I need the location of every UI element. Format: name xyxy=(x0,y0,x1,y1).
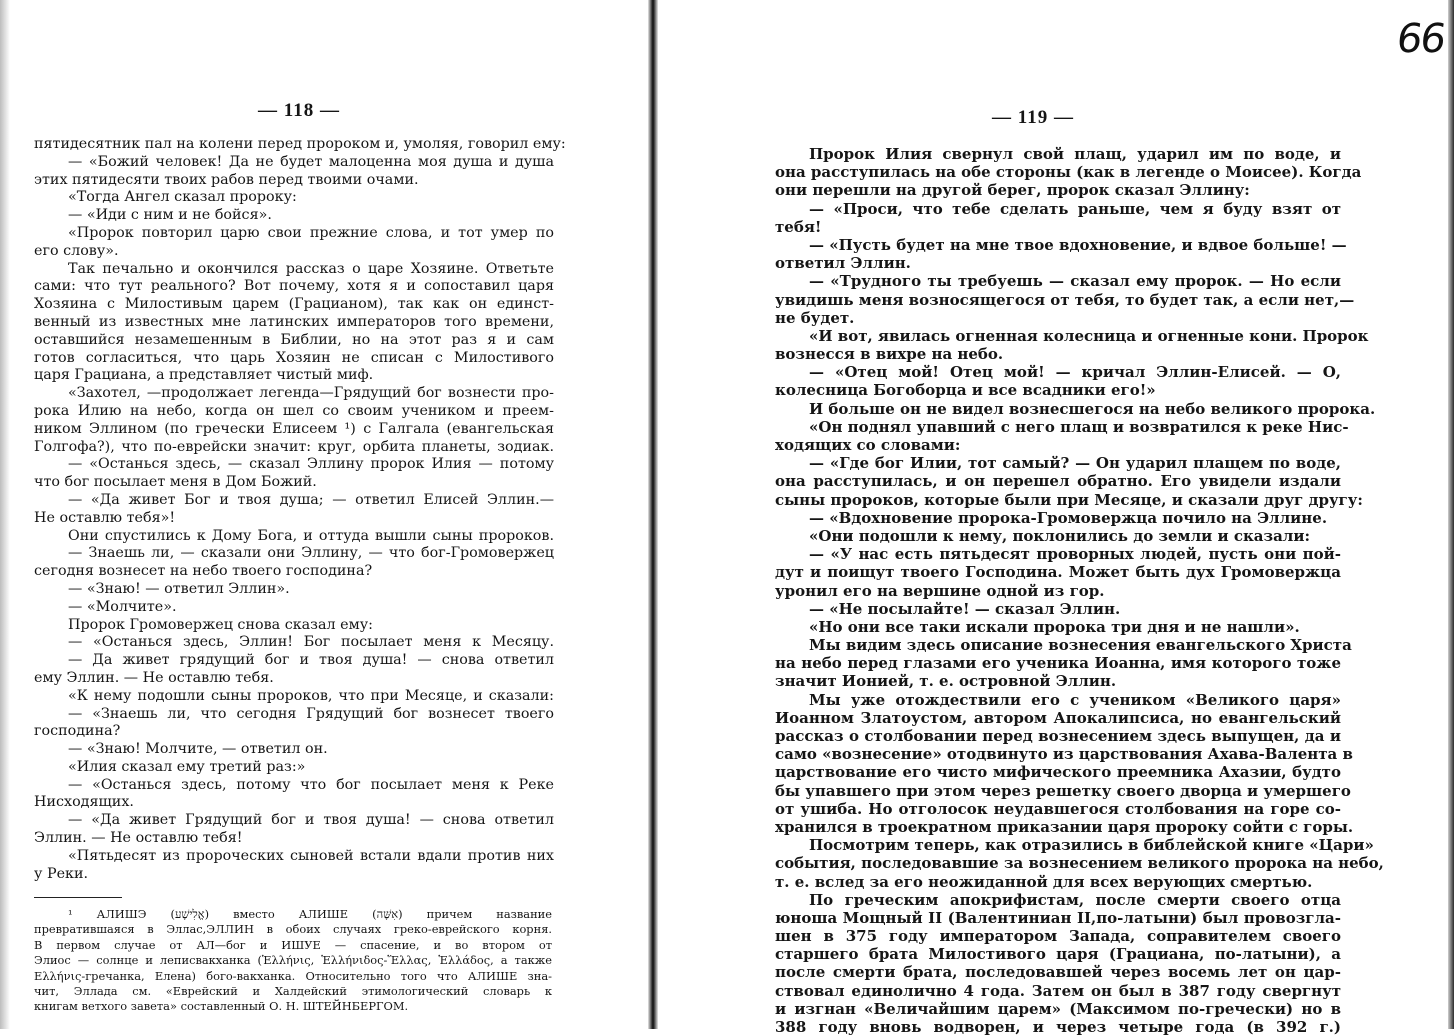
text-line: от ушиба. Но отголосок неудавшегося столбования на горе со- xyxy=(775,799,1341,818)
text-line: сегодня вознесет на небо твоего господина? xyxy=(34,563,373,580)
text-line: — «У нас есть пятьдесят проворных людей, пусть они пой- xyxy=(809,545,1341,564)
text-line: пятидесятник пал на колени перед пророком и, умоляя, говорил ему: xyxy=(34,136,566,152)
text-line: рока Илию на небо, когда он шел со своим учеником и преем- xyxy=(34,402,554,419)
text-line: они перешли на другой берег, пророк сказал Эллину: xyxy=(775,181,1250,200)
text-line: — «Останься здесь, Эллин! Бог посылает меня к Месяцу. xyxy=(68,634,554,651)
text-line: По греческим апокрифистам, после смерти своего отца xyxy=(809,890,1341,909)
text-line: она расступилась на обе стороны (как в легенде о Моисее). Когда xyxy=(775,163,1362,182)
text-line: — «Знаю! Молчите, — ответил он. xyxy=(68,741,328,758)
text-line: ходящих со словами: xyxy=(775,436,961,454)
text-line: — Да живет грядущий бог и твоя душа! — снова ответил xyxy=(68,652,554,669)
handwritten-folio-number: 66 xyxy=(1393,16,1448,62)
text-line: значит Ионией, т. е. островной Эллин. xyxy=(775,672,1117,691)
text-line: — «Не посылайте! — сказал Эллин. xyxy=(809,599,1121,618)
text-line: — «Трудного ты требуешь — сказал ему пророк. — Но если xyxy=(809,272,1341,291)
text-line: само «вознесение» отодвинуто из царствования Ахава-Валента в xyxy=(775,745,1353,764)
text-line: И больше он не видел вознесшегося на небо великого пророка. xyxy=(809,399,1376,418)
text-line: — «Пусть будет на мне твое вдохновение, и вдвое больше! — xyxy=(809,235,1347,254)
text-line: В первом случае от АЛ—бог и ИШУЕ — спасение, и во втором от xyxy=(34,937,552,952)
left-page-edge-shadow xyxy=(0,0,10,1029)
text-line: ему Эллин. — Не оставлю тебя. xyxy=(34,669,274,686)
text-line: она расступилась, и он перешел обратно. Его увидели издали xyxy=(775,472,1341,491)
text-line: — «Иди с ним и не бойся». xyxy=(68,207,272,224)
text-line: — Знаешь ли, — сказали они Эллину, — что бог-Громовержец xyxy=(68,545,554,562)
text-line: «Илия сказал ему третий раз:» xyxy=(68,758,306,775)
text-line: увидишь меня возносящегося от тебя, то будет так, а если нет,— xyxy=(775,290,1355,309)
text-line: старшего брата Милостивого царя (Грациана, по-латыни), а xyxy=(775,945,1341,964)
text-line: его слову». xyxy=(34,242,119,259)
text-line: Эллин. — Не оставлю тебя! xyxy=(34,830,243,847)
text-line: — «Останься здесь, — сказал Эллину пророк Илия — потому xyxy=(68,456,554,473)
text-line: тебя! xyxy=(775,217,822,236)
text-line: — «Отец мой! Отец мой! — кричал Эллин-Елисей. — О, xyxy=(809,363,1341,382)
text-line: царствование его чисто мифического преемника Ахазии, будто xyxy=(775,763,1341,782)
text-line: «Пятьдесят из пророческих сыновей встали вдали против них xyxy=(68,847,554,864)
left-page-body-text xyxy=(34,136,566,883)
text-line: Пророк Илия свернул свой плащ, ударил им по воде, и xyxy=(809,145,1341,163)
text-line: готов согласиться, что царь Хозяин не списан с Милостивого xyxy=(34,349,554,366)
text-line: ответил Эллин. xyxy=(775,254,911,273)
text-line: сыны пророков, которые были при Месяце, и сказали друг другу: xyxy=(775,490,1363,509)
text-line: «Захотел, —продолжает легенда—Грядущий бог вознести про- xyxy=(68,385,554,402)
text-line: — «Останься здесь, потому что бог посылает меня к Реке xyxy=(68,776,554,793)
text-line: на небо перед глазами его ученика Иоанна, имя которого тоже xyxy=(775,654,1341,673)
text-line: книгам ветхого завета» составленный О. Н. ШТЕЙНБЕРГОМ. xyxy=(34,999,409,1014)
right-page-number: — 119 — xyxy=(992,107,1074,128)
text-line: у Реки. xyxy=(34,865,89,882)
text-line: «Они подошли к нему, поклонились до земли и сказали: xyxy=(809,526,1311,545)
text-line: царя Грациана, а представляет чистый миф. xyxy=(34,367,374,384)
text-line: Иоанном Златоустом, автором Апокалипсиса, но евангельский xyxy=(775,708,1341,727)
text-line: «Тогда Ангел сказал пророку: xyxy=(68,189,297,206)
text-line: не будет. xyxy=(775,308,855,327)
text-line: — «Знаешь ли, что сегодня Грядущий бог вознесет твоего xyxy=(68,705,554,722)
text-line: оставшийся незамешенным в Библии, но на этот раз я и сам xyxy=(34,331,554,348)
text-line: «Пророк повторил царю свои прежние слова, и тот умер по xyxy=(68,224,554,241)
text-line: — «Да живет Бог и твоя душа; — ответил Елисей Эллин.— xyxy=(68,491,554,508)
text-line: ¹ АЛИШЭ (אֱלִישָׁע) вместо АЛИШЕ (אִשָּׁה) причем название xyxy=(68,907,553,921)
text-line: «К нему подошли сыны пророков, что при Месяце, и сказали: xyxy=(68,687,554,704)
text-line: господина? xyxy=(34,723,121,740)
text-line: — «Проси, что тебе сделать раньше, чем я буду взят от xyxy=(809,199,1341,218)
text-line: Пророк Громовержец снова сказал ему: xyxy=(68,616,373,633)
text-line: Мы уже отождествили его с учеником «Великого царя» xyxy=(809,690,1341,709)
text-line: — «Молчите». xyxy=(68,598,177,615)
text-line: бы упавшего при этом через решетку своего дворца и умершего xyxy=(775,781,1351,800)
text-line: что бог посылает меня в Дом Божий. xyxy=(34,474,317,491)
text-line: события, последовавшие за вознесением великого пророка на небо, xyxy=(775,854,1384,873)
text-line: и изгнан «Величайшим царем» (Максимом по-гречески) но в xyxy=(775,999,1341,1018)
text-line: Элиос — солнце и леписвакханка (Ἑλλήνις, Ἑλλήνιδος-Ἕλλας, Ἑλλάδος, а также xyxy=(34,953,552,968)
text-line: чит, Эллада см. «Еврейский и Халдейский этимологический словарь к xyxy=(34,983,552,998)
text-line: Так печально и окончился рассказ о царе Хозяине. Ответьте xyxy=(68,260,554,277)
text-line: Хозяина с Милостивым царем (Грацианом), так как он единст- xyxy=(34,296,554,313)
text-line: — «Божий человек! Да не будет малоценна моя душа и душа xyxy=(68,153,554,170)
left-page xyxy=(0,0,654,1029)
text-line: — «Знаю! — ответил Эллин». xyxy=(68,580,290,597)
text-line: «Но они все таки искали пророка три дня и не нашли». xyxy=(809,617,1300,636)
text-line: хранился в троекратном приказании царя пророку сойти с горы. xyxy=(775,817,1354,836)
text-line: дут и поищут твоего Господина. Может быть дух Громовержца xyxy=(775,563,1341,582)
text-line: Они спустились к Дому Бога, и оттуда вышли сыны пророков. xyxy=(68,527,554,544)
text-line: Не оставлю тебя»! xyxy=(34,509,176,526)
text-line: превратившаяся в Эллас,ЭЛЛИН в обоих случаях греко-еврейского корня. xyxy=(34,922,552,937)
text-line: т. е. вслед за его неожиданной для всех верующих смертью. xyxy=(775,872,1313,891)
text-line: «Он поднял упавший с него плащ и возвратился к реке Нис- xyxy=(809,417,1349,436)
text-line: после смерти брата, последовавшей через восемь лет он цар- xyxy=(775,963,1341,982)
text-line: уронил его на вершине одной из гор. xyxy=(775,581,1105,600)
text-line: вознесся в вихре на небо. xyxy=(775,345,1004,364)
text-line: «И вот, явилась огненная колесница и огненные кони. Пророк xyxy=(809,326,1369,345)
text-line: 388 году вновь водворен, и через четыре года (в 392 г.) xyxy=(775,1018,1341,1036)
text-line: рассказ о столбовании перед вознесением здесь выпущен, да и xyxy=(775,727,1341,745)
text-line: сами: что тут реального? Вот почему, хотя я и сопоставил царя xyxy=(34,278,554,295)
footnote-divider xyxy=(34,897,122,898)
text-line: Мы видим здесь описание вознесения евангельского Христа xyxy=(809,636,1352,655)
right-page xyxy=(654,0,1454,1036)
text-line: Голгофа?), что по-еврейски значит: круг, орбита планеты, зодиак. xyxy=(34,438,554,455)
text-line: колесница Богоборца и все всадники его!» xyxy=(775,381,1156,400)
text-line: Нисходящих. xyxy=(34,794,134,811)
text-line: шен в 375 году императором Запада, соправителем своего xyxy=(775,927,1341,946)
right-page-body-text xyxy=(775,145,1384,1036)
text-line: ствовал единолично 4 года. Затем он был в 387 году свергнут xyxy=(775,981,1341,1000)
text-line: — «Где бог Илии, тот самый? — Он ударил плащем по воде, xyxy=(809,454,1341,473)
text-line: венный из известных мне латинских императоров того времени, xyxy=(34,313,554,330)
text-line: этих пятидесяти твоих рабов перед твоими очами. xyxy=(34,171,419,188)
text-line: Ελλήνις-гречанка, Елена) бого-вакханка. Относительно того что АЛИШЕ зна- xyxy=(34,968,552,983)
text-line: ником Эллином (по гречески Елисеем ¹) с Галгала (евангельская xyxy=(34,420,554,437)
text-line: — «Да живет Грядущий бог и твоя душа! — снова ответил xyxy=(68,812,554,829)
text-line: юноша Мощный II (Валентиниан II,по-латыни) был провозгла- xyxy=(775,908,1341,927)
left-page-footnotes xyxy=(34,907,552,1015)
right-page-edge-shadow xyxy=(1448,0,1454,1029)
left-page-number: — 118 — xyxy=(258,100,340,121)
text-line: Посмотрим теперь, как отразились в библейской книге «Цари» xyxy=(809,836,1374,855)
text-line: — «Вдохновение пророка-Громовержца почило на Эллине. xyxy=(809,508,1328,527)
